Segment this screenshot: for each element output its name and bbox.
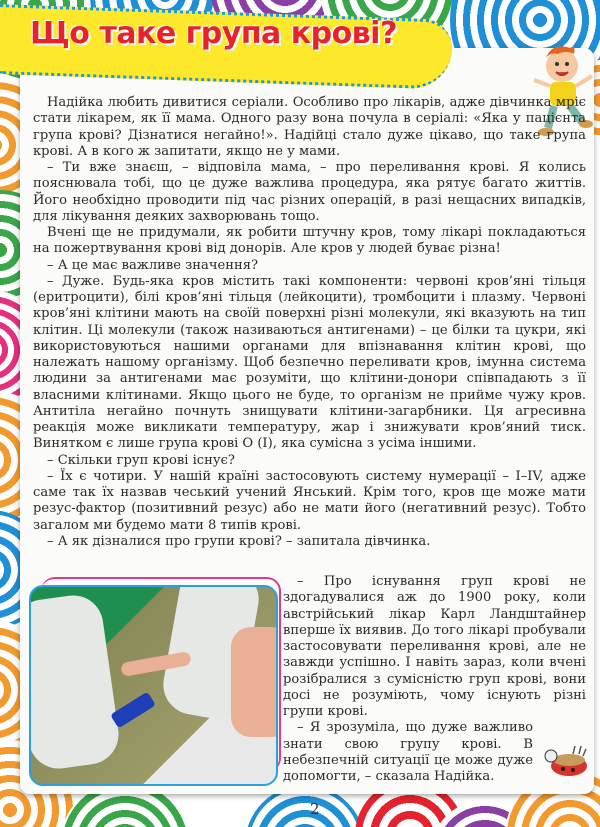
paragraph: Надійка любить дивитися серіали. Особливо про лікарів, адже дівчинка мріє стати лікарем, як її мама. Одного разу вона почула в серіалі: «Яка у пацієнта група крові? Дізнатися негайно!». Надійці стало дуже цікаво, що таке група крові. А в кого ж запитати, якщо не у мами. <box>33 95 586 159</box>
paragraph: – Дуже. Будь-яка кров містить такі компоненти: червоні кров’яні тільця (еритроцити), білі кров’яні тільця (лейкоцити), тромбоцити і плазму. Червоні кров’яні клітини мають на своїй поверхні різні молекули, які вказують на тип клітин. Ці молекули (також називаються антигенами) – це білки та цукри, які використовуються нашими органами для впізнавання клітин крові, що належать нашому організму. Щоб безпечно переливати кров, імунна система людини за антигенами має розуміти, що клітини-донори співпадають з її власними клітинами. Якщо цього не буде, то організм не прийме чужу кров. Антитіла негайно почнуть знищувати клітини-загарбники. Ця агресивна реакція може викликати температуру, жар і знижувати кров’яний тиск. Винятком є лише група крові О (І), яка сумісна з усіма іншими. <box>33 273 586 452</box>
page-title: Що таке група крові? <box>30 16 397 51</box>
paragraph: – Ти вже знаєш, – відповіла мама, – про переливання крові. Я колись пояснювала тобі, що це дуже важлива процедура, яка рятує багато життів. Його необхідно проводити під час різних операцій, в разі нещасних випадків, для лікування деяких захворювань тощо. <box>33 160 586 224</box>
paragraph: – Про існування груп крові не здогадувалися аж до 1900 року, коли австрійський лікар Карл Ландштайнер вперше їх виявив. До того лікарі пробували застосовувати переливання крові, але не завжди успішно. І навіть зараз, коли вчені розібралися з сумісністю груп крові, вони досі не розуміють, чому існують різні групи крові. <box>283 574 586 719</box>
blood-test-photo <box>29 585 278 786</box>
side-text-column <box>283 574 586 785</box>
article-body <box>33 95 586 550</box>
ladybug-mascot-illustration <box>543 742 589 778</box>
paragraph: – Я зрозуміла, що дуже важливо знати свою групу крові. В небезпечній ситуації це може дуже допомогти, – сказала Надійка. <box>283 720 533 784</box>
paragraph: – Скільки груп крові існує? <box>47 452 235 468</box>
paragraph: Вчені ще не придумали, як робити штучну кров, тому лікарі покладаються на пожертвування крові від донорів. Але кров у людей буває різна! <box>33 225 586 257</box>
page-number: 2 <box>310 800 320 818</box>
paragraph: – А це має важливе значення? <box>47 257 258 273</box>
paragraph: – А як дізналися про групи крові? – запитала дівчинка. <box>47 533 431 549</box>
paragraph: – Їх є чотири. У нашій країні застосовують систему нумерації – I–IV, адже саме так їх назвав чеський учений Янський. Крім того, кров ще може мати резус-фактор (позитивний резус) або не мати його (негативний резус). Тобто загалом ми будемо мати 8 типів крові. <box>33 468 586 533</box>
